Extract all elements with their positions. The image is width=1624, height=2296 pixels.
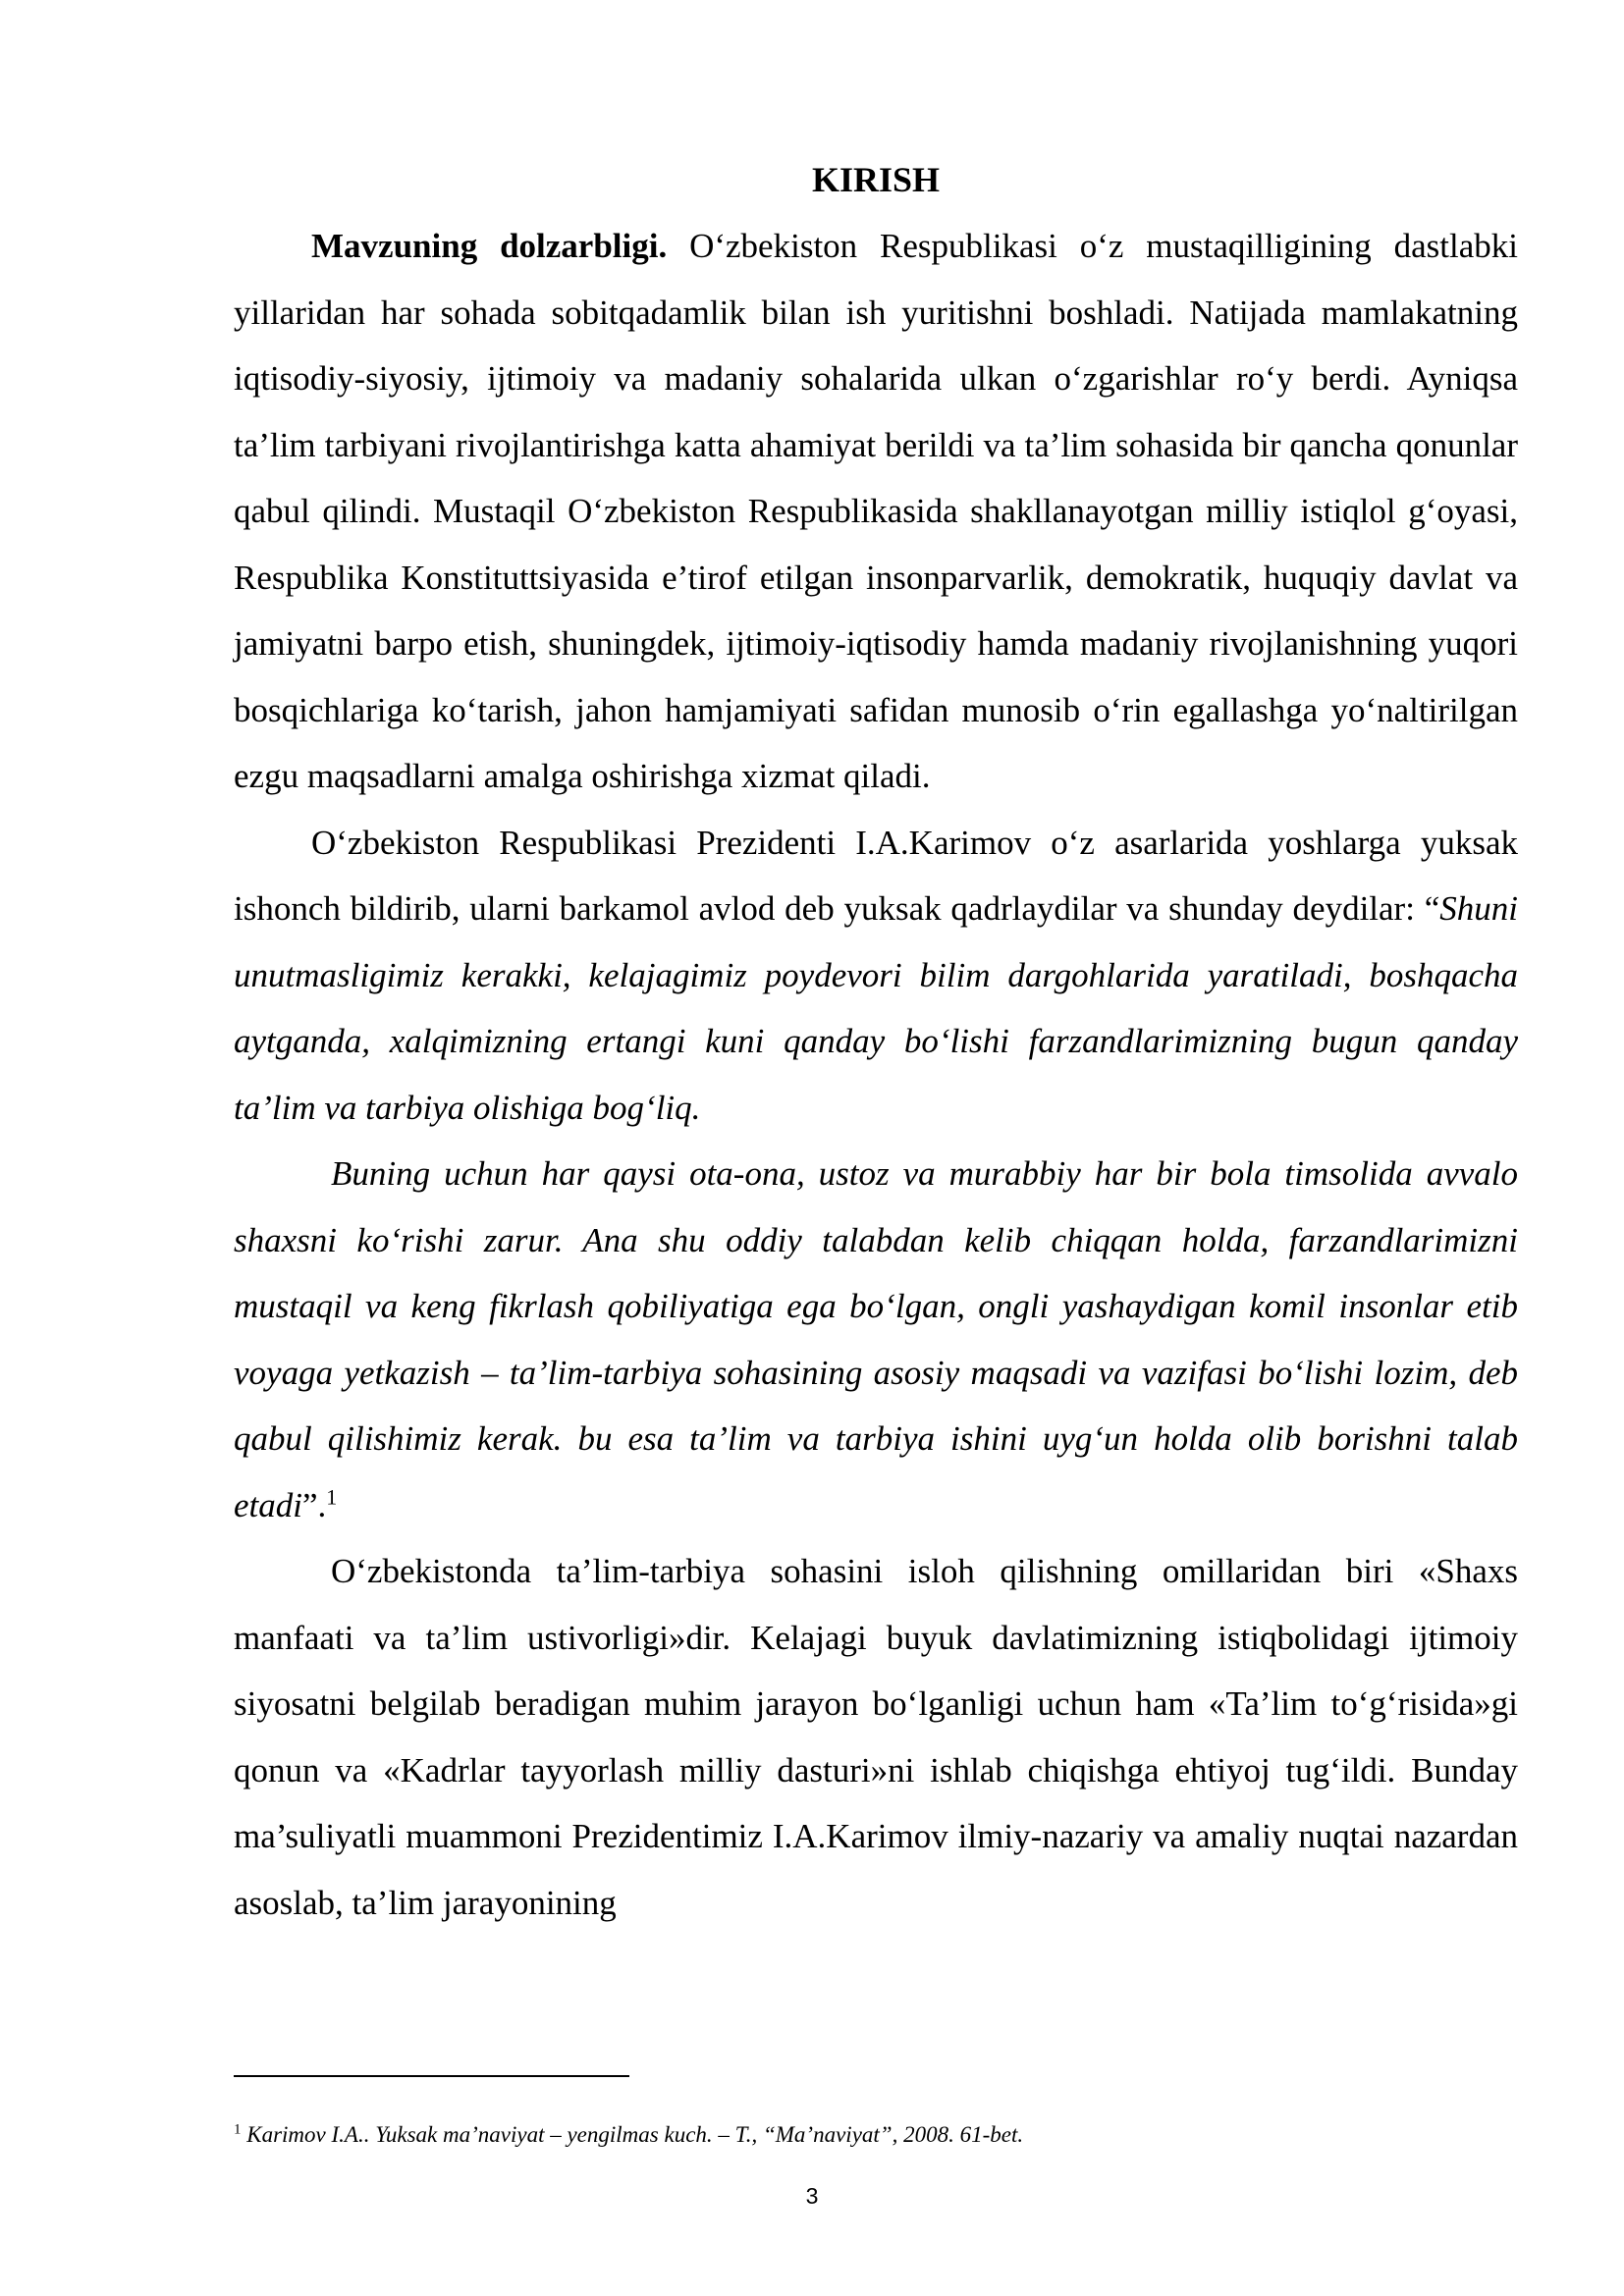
footnote-reference[interactable]: 1 [326,1483,338,1509]
footnote-text: Karimov I.A.. Yuksak ma’naviyat – yengilmas kuch. – T., “Ma’naviyat”, 2008. 61-bet. [241,2122,1024,2147]
quote-text: Buning uchun har qaysi ota-ona, ustoz va murabbiy har bir bola timsolida avvalo shaxsni ko‘rishi zarur. Ana shu oddiy talabdan kelib chiqqan holda, farzandlarimizni mustaqil va keng fikrlash qobiliyatiga ega bo‘lgan, ongli yashaydigan komil insonlar etib voyaga yetkazish – ta’lim-tarbiya sohasining asosiy maqsadi va vazifasi bo‘lishi lozim, deb qabul qilishimiz kerak. bu esa ta’lim va tarbiya ishini uyg‘un holda olib borishni talab etadi [234,1154,1518,1524]
section-heading: KIRISH [811,160,941,199]
quote-text: Shuni unutmasligimiz kerakki, kelajagimiz poydevori bilim dargohlarida yaratiladi, boshqacha aytganda, xalqimizning ertangi kuni qanday bo‘lishi farzandlarimizning bugun qanday ta’lim va tarbiya olishiga bog‘liq. [234,889,1518,1127]
document-body [234,147,1518,1936]
paragraph-quote-continued [234,1141,1518,1538]
paragraph-lead: Mavzuning dolzarbligi. [311,227,668,265]
quote-closing: ”. [301,1485,327,1524]
page-number: 3 [805,2183,819,2209]
footnote-divider [234,2075,629,2077]
paragraph-text: O‘zbekiston Respublikasi Prezidenti I.A.Karimov o‘z asarlarida yoshlarga yuksak ishonch bildirib, ularni barkamol avlod deb yuksak qadrlaydilar va shunday deydilar: “ [234,823,1518,928]
paragraph-president-quote [234,810,1518,1142]
paragraph-text: O‘zbekiston Respublikasi o‘z mustaqilligining dastlabki yillaridan har sohada sobitqadamlik bilan ish yuritishni boshladi. Natijada mamlakatning iqtisodiy-siyosiy, ijtimoiy va madaniy sohalarida ulkan o‘zgarishlar ro‘y berdi. Ayniqsa ta’lim tarbiyani rivojlantirishga katta ahamiyat berildi va ta’lim sohasida bir qancha qonunlar qabul qilindi. Mustaqil O‘zbekiston Respublikasida shakllanayotgan milliy istiqlol g‘oyasi, Respublika Konstituttsiyasida e’tirof etilgan insonparvarlik, demokratik, huquqiy davlat va jamiyatni barpo etish, shuningdek, ijtimoiy-iqtisodiy hamda madaniy rivojlanishning yuqori bosqichlariga ko‘tarish, jahon hamjamiyati safidan munosib o‘rin egallashga yo‘naltirilgan ezgu maqsadlarni amalga oshirishga xizmat qiladi. [234,227,1518,795]
footnote [234,2120,1518,2150]
paragraph-relevance [234,213,1518,810]
paragraph-text: O‘zbekistonda ta’lim-tarbiya sohasini isloh qilishning omillaridan biri «Shaxs manfaati va ta’lim ustivorligi»dir. Kelajagi buyuk davlatimizning istiqbolidagi ijtimoiy siyosatni belgilab beradigan muhim jarayon bo‘lganligi uchun ham «Ta’lim to‘g‘risida»gi qonun va «Kadrlar tayyorlash milliy dasturi»ni ishlab chiqishga ehtiyoj tug‘ildi. Bunday ma’suliyatli muammoni Prezidentimiz I.A.Karimov ilmiy-nazariy va amaliy nuqtai nazardan asoslab, ta’lim jarayonining [234,1552,1518,1922]
footnote-number: 1 [234,2121,242,2138]
paragraph-reform [234,1538,1518,1936]
